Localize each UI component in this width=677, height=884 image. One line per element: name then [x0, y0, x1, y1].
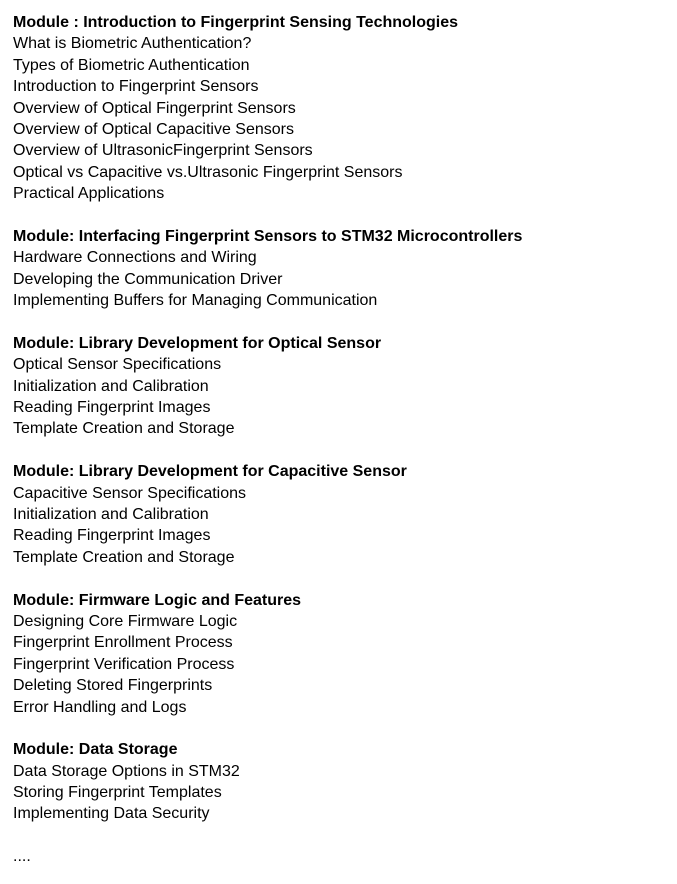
topic-list: [13, 483, 677, 569]
topic-item: Overview of UltrasonicFingerprint Sensors: [13, 142, 313, 160]
topic-item: Types of Biometric Authentication: [13, 56, 250, 74]
module-section: [13, 461, 677, 568]
module-title: Module: Interfacing Fingerprint Sensors to STM32 Microcontrollers: [13, 227, 523, 245]
continuation-ellipsis: ....: [13, 848, 31, 866]
topic-item: Optical vs Capacitive vs.Ultrasonic Fingerprint Sensors: [13, 163, 403, 181]
topic-item: What is Biometric Authentication?: [13, 35, 252, 53]
module-title: Module : Introduction to Fingerprint Sensing Technologies: [13, 14, 459, 31]
topic-item: Storing Fingerprint Templates: [13, 784, 222, 802]
module-title: Module: Library Development for Capacitive Sensor: [13, 463, 407, 481]
module-section: [13, 12, 677, 205]
topic-item: Reading Fingerprint Images: [13, 527, 211, 545]
topic-item: Practical Applications: [13, 185, 165, 203]
topic-item: Optical Sensor Specifications: [13, 356, 222, 374]
module-section: [13, 590, 677, 718]
topic-item: Introduction to Fingerprint Sensors: [13, 78, 259, 96]
topic-item: Designing Core Firmware Logic: [13, 612, 238, 630]
topic-item: Error Handling and Logs: [13, 698, 187, 716]
topic-item: Capacitive Sensor Specifications: [13, 484, 247, 502]
module-title: Module: Library Development for Optical Sensor: [13, 334, 382, 352]
topic-item: Overview of Optical Capacitive Sensors: [13, 120, 294, 138]
topic-item: Deleting Stored Fingerprints: [13, 677, 213, 695]
topic-list: [13, 247, 677, 311]
topic-item: Template Creation and Storage: [13, 548, 235, 566]
module-section: [13, 226, 677, 312]
topic-item: Initialization and Calibration: [13, 377, 209, 395]
module-title: Module: Firmware Logic and Features: [13, 591, 302, 609]
topic-list: [13, 761, 677, 825]
topic-list: [13, 611, 677, 718]
topic-item: Initialization and Calibration: [13, 505, 209, 523]
topic-item: Fingerprint Enrollment Process: [13, 634, 233, 652]
topic-item: Overview of Optical Fingerprint Sensors: [13, 99, 296, 117]
topic-item: Hardware Connections and Wiring: [13, 249, 257, 267]
topic-item: Fingerprint Verification Process: [13, 655, 235, 673]
topic-item: Data Storage Options in STM32: [13, 762, 240, 780]
module-section: [13, 333, 677, 440]
topic-item: Implementing Buffers for Managing Communication: [13, 292, 378, 310]
module-title: Module: Data Storage: [13, 741, 178, 759]
module-list: [13, 12, 677, 825]
topic-list: [13, 33, 677, 204]
topic-item: Implementing Data Security: [13, 805, 210, 823]
module-section: [13, 739, 677, 825]
topic-item: Template Creation and Storage: [13, 420, 235, 438]
topic-list: [13, 354, 677, 440]
topic-item: Reading Fingerprint Images: [13, 399, 211, 417]
topic-item: Developing the Communication Driver: [13, 270, 283, 288]
